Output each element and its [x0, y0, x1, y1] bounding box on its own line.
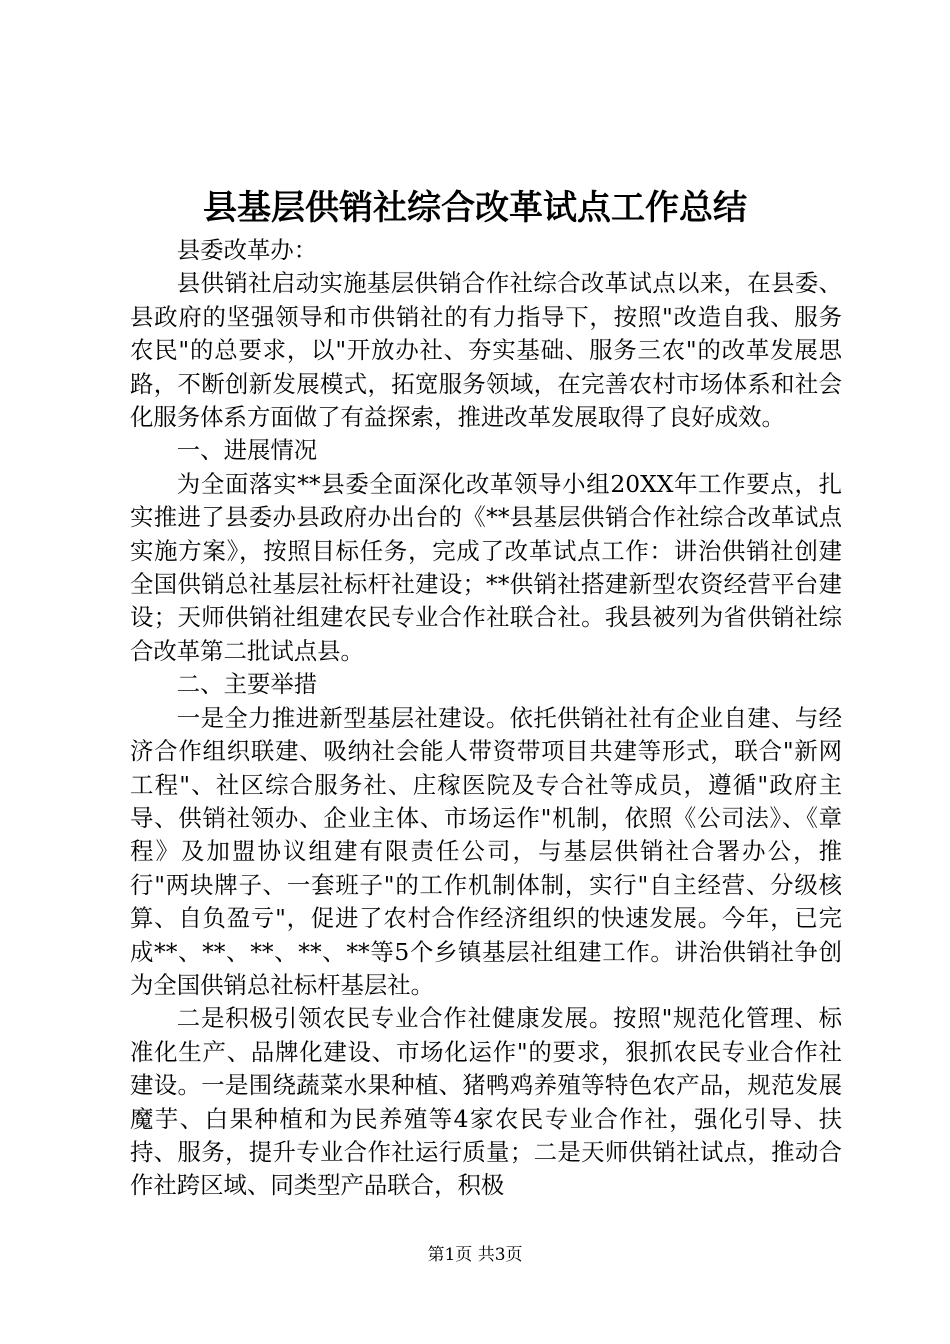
document-title: 县基层供销社综合改革试点工作总结: [203, 188, 747, 228]
salutation: 县委改革办：: [176, 236, 318, 264]
document-body: [130, 234, 842, 1203]
section-heading-progress: 一、进展情况: [176, 436, 318, 465]
progress-paragraph: 为全面落实**县委全面深化改革领导小组20XX年工作要点，扎实推进了县委办县政府办出台的《**县基层供销合作社综合改革试点实施方案》，按照目标任务，完成了改革试点工作：讲治供销社创建全国供销总社基层社标杆社建设；**供销社搭建新型农资经营平台建设；天师供销社组建农民专业合作社联合社。我县被列为省供销社综合改革第二批试点县。: [130, 469, 842, 665]
measure-paragraph-1: 一是全力推进新型基层社建设。依托供销社社有企业自建、与经济合作组织联建、吸纳社会能人带资带项目共建等形式，联合"新网工程"、社区综合服务社、庄稼医院及专合社等成员，遵循"政府主导、供销社领办、企业主体、市场运作"机制，依照《公司法》、《章程》及加盟协议组建有限责任公司，与基层供销社合署办公，推行"两块牌子、一套班子"的工作机制体制，实行"自主经营、分级核算、自负盈亏"，促进了农村合作经济组织的快速发展。今年，已完成**、**、**、**、**等5个乡镇基层社组建工作。讲治供销社争创为全国供销总社标杆基层社。: [130, 703, 842, 999]
section-heading-measures: 二、主要举措: [176, 670, 318, 699]
measure-paragraph-2: 二是积极引领农民专业合作社健康发展。按照"规范化管理、标准化生产、品牌化建设、市场化运作"的要求，狠抓农民专业合作社建设。一是围绕蔬菜水果种植、猪鸭鸡养殖等特色农产品，规范发展魔芋、白果种植和为民养殖等4家农民专业合作社，强化引导、扶持、服务，提升专业合作社运行质量；二是天师供销社试点，推动合作社跨区域、同类型产品联合，积极: [130, 1004, 842, 1200]
intro-paragraph: 县供销社启动实施基层供销合作社综合改革试点以来，在县委、县政府的坚强领导和市供销社的有力指导下，按照"改造自我、服务农民"的总要求，以"开放办社、夯实基础、服务三农"的改革发展思路，不断创新发展模式，拓宽服务领域，在完善农村市场体系和社会化服务体系方面做了有益探索，推进改革发展取得了良好成效。: [130, 269, 842, 432]
page-number-footer: 第1页 共3页: [427, 1245, 523, 1265]
